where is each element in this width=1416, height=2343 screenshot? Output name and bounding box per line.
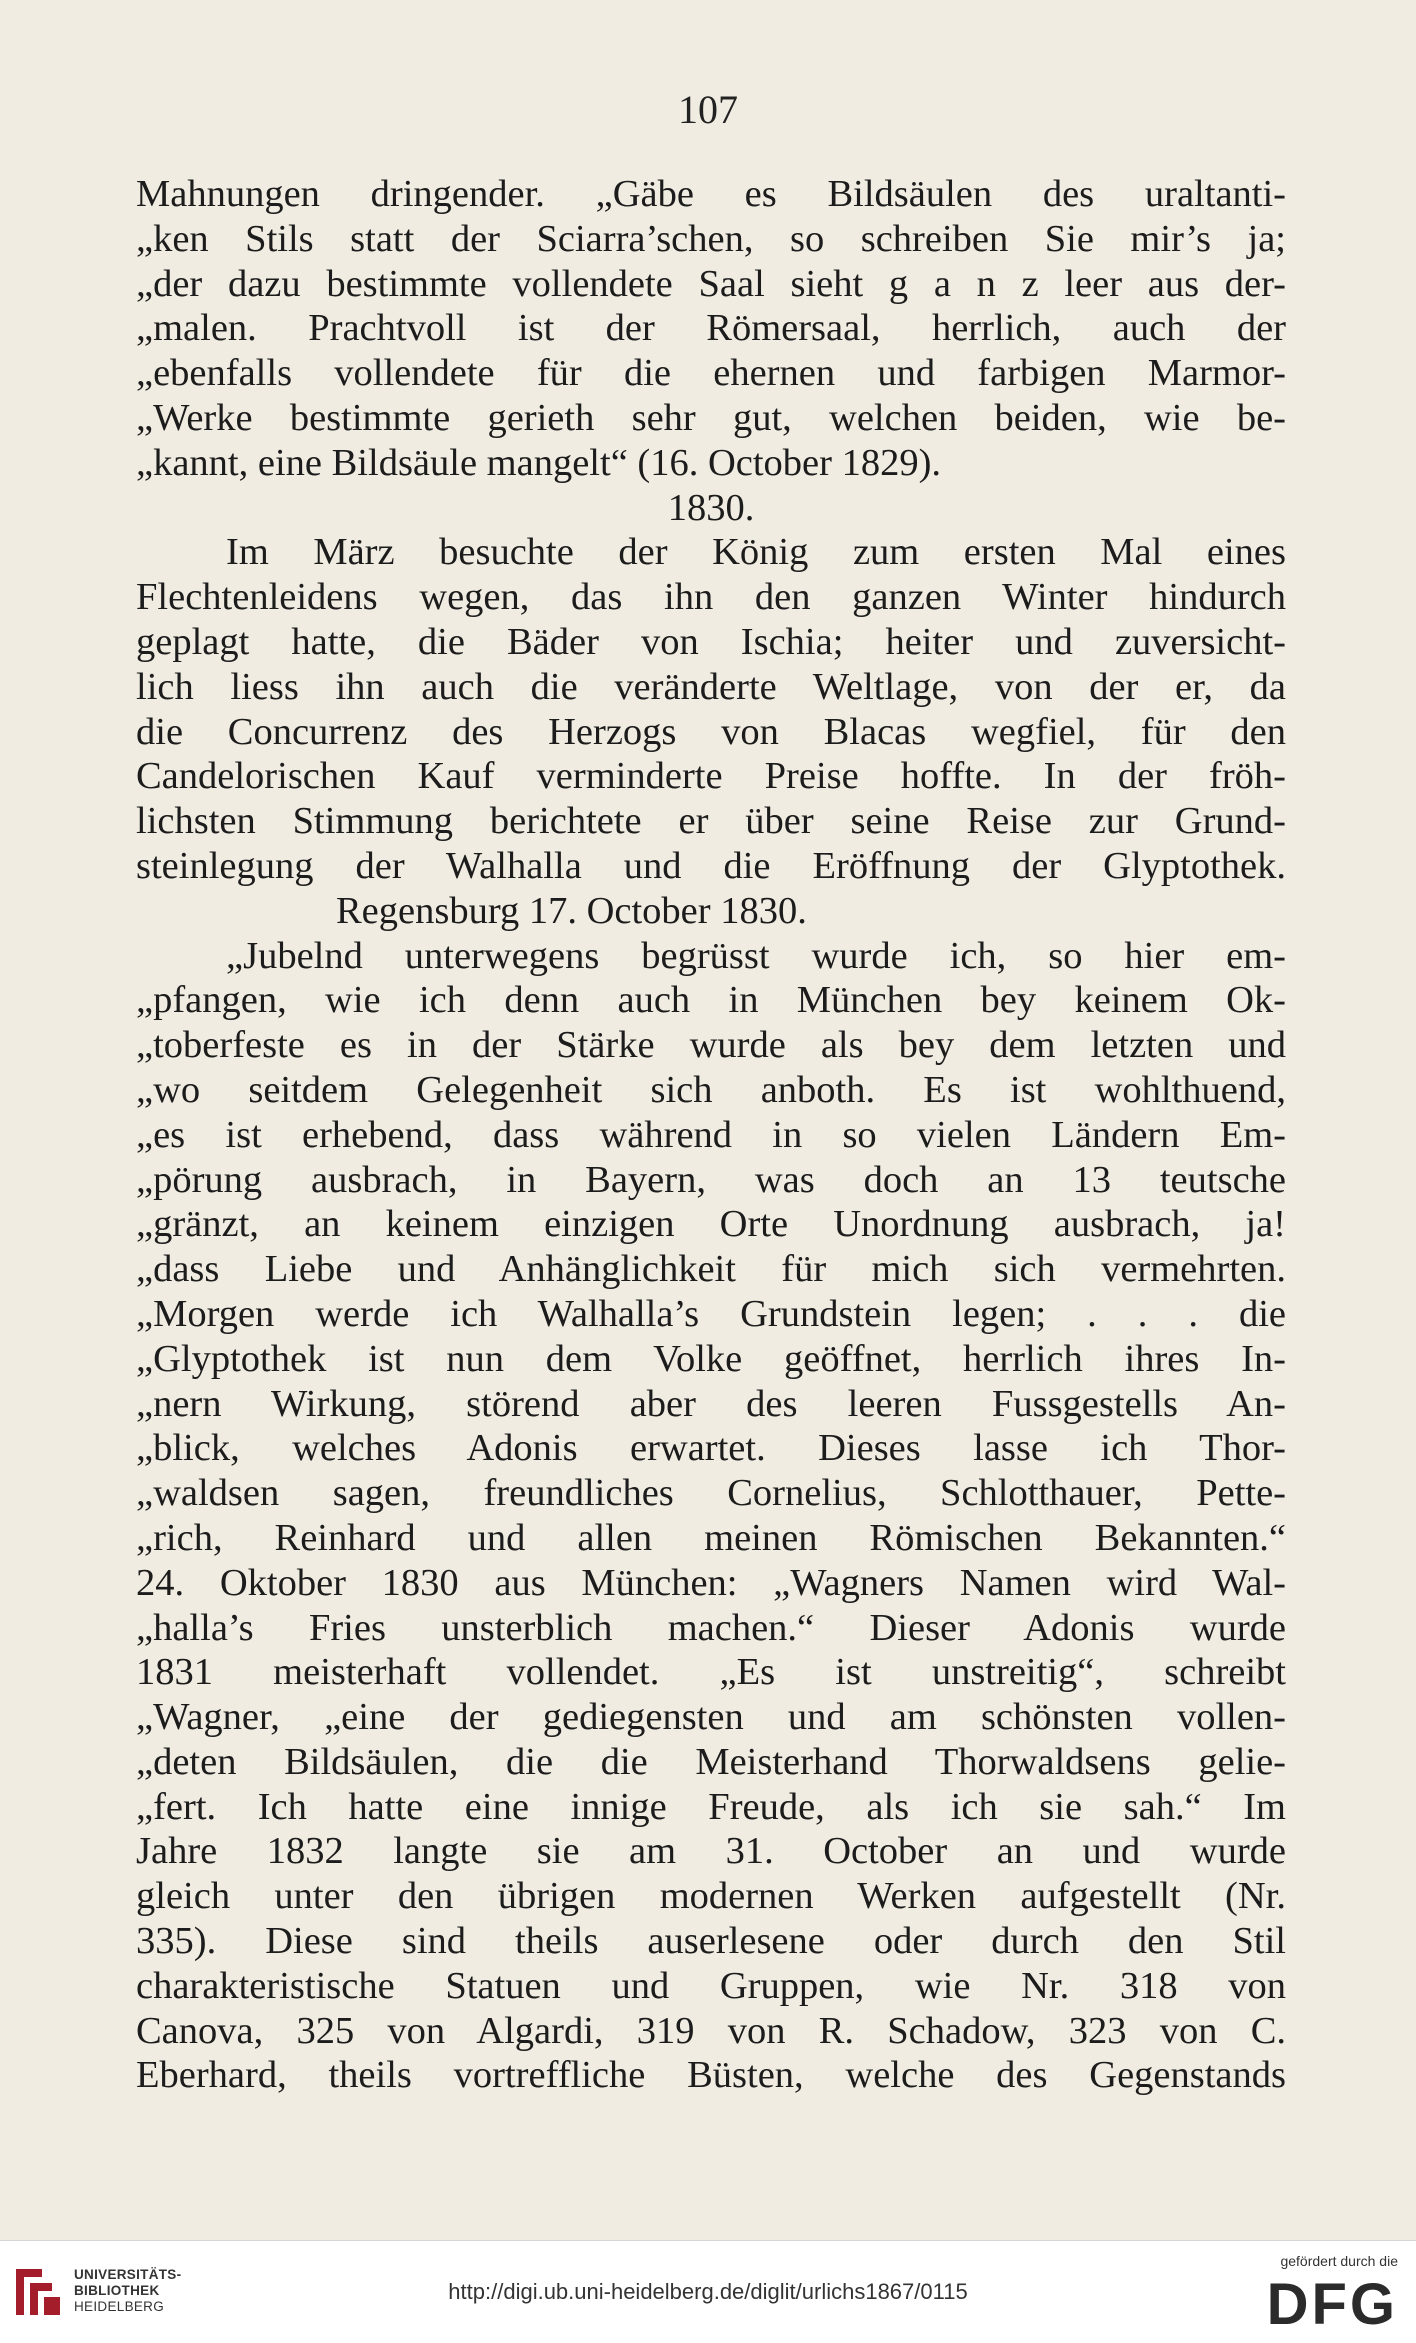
page-body-text <box>136 172 1286 2098</box>
text-line: 1831 meisterhaft vollendet. „Es ist unstreitig“, schreibt <box>136 1651 1286 1694</box>
text-line: „malen. Prachtvoll ist der Römersaal, herrlich, auch der <box>136 307 1286 350</box>
text-line: „waldsen sagen, freundliches Cornelius, Schlotthauer, Pette- <box>136 1472 1286 1515</box>
text-line: Flechtenleidens wegen, das ihn den ganzen Winter hindurch <box>136 576 1286 619</box>
permalink-url[interactable]: http://digi.ub.uni-heidelberg.de/diglit/urlichs1867/0115 <box>448 2279 968 2304</box>
funding-caption: gefördert durch die <box>1280 2253 1398 2269</box>
page-number: 107 <box>678 87 738 132</box>
text-line: „wo seitdem Gelegenheit sich anboth. Es ist wohlthuend, <box>136 1068 1286 1111</box>
text-line: lichsten Stimmung berichtete er über seine Reise zur Grund- <box>136 800 1286 843</box>
text-line: „ken Stils statt der Sciarra’schen, so schreiben Sie mir’s ja; <box>136 217 1286 260</box>
text-line: „Glyptothek ist nun dem Volke geöffnet, herrlich ihres In- <box>136 1337 1286 1380</box>
text-line: die Concurrenz des Herzogs von Blacas wegfiel, für den <box>136 710 1286 753</box>
library-name-line-2: BIBLIOTHEK <box>74 2283 160 2298</box>
text-line: „deten Bildsäulen, die die Meisterhand Thorwaldsens gelie- <box>136 1740 1286 1783</box>
text-line: 1830. <box>667 486 755 529</box>
text-line: „fert. Ich hatte eine innige Freude, als ich sie sah.“ Im <box>136 1785 1286 1828</box>
text-line: Eberhard, theils vortreffliche Büsten, welche des Gegenstands <box>136 2054 1286 2097</box>
text-line: gleich unter den übrigen modernen Werken aufgestellt (Nr. <box>136 1875 1286 1918</box>
library-name-line-1: UNIVERSITÄTS- <box>74 2267 182 2282</box>
text-line: „Werke bestimmte gerieth sehr gut, welchen beiden, wie be- <box>136 396 1286 439</box>
text-line: „ebenfalls vollendete für die ehernen und farbigen Marmor- <box>136 352 1286 395</box>
text-line: „pörung ausbrach, in Bayern, was doch an 13 teutsche <box>136 1158 1286 1201</box>
text-line: charakteristische Statuen und Gruppen, wie Nr. 318 von <box>136 1964 1286 2007</box>
text-line: Regensburg 17. October 1830. <box>336 889 807 932</box>
dfg-logo: DFG <box>1266 2272 1398 2337</box>
text-line: „pfangen, wie ich denn auch in München bey keinem Ok- <box>136 979 1286 1022</box>
text-line: Im März besuchte der König zum ersten Mal eines <box>226 531 1286 574</box>
text-line: „Morgen werde ich Walhalla’s Grundstein legen; . . . die <box>136 1292 1286 1335</box>
text-line: lich liess ihn auch die veränderte Weltlage, von der er, da <box>136 665 1286 708</box>
text-line: „dass Liebe und Anhänglichkeit für mich sich vermehrten. <box>136 1248 1286 1291</box>
text-line: „Wagner, „eine der gediegensten und am schönsten vollen- <box>136 1696 1286 1739</box>
text-line: „halla’s Fries unsterblich machen.“ Dieser Adonis wurde <box>136 1606 1286 1649</box>
library-name-line-3: HEIDELBERG <box>74 2299 165 2314</box>
text-line: „es ist erhebend, dass während in so vielen Ländern Em- <box>136 1113 1286 1156</box>
text-line: 24. Oktober 1830 aus München: „Wagners Namen wird Wal- <box>136 1561 1286 1604</box>
text-line: „Jubelnd unterwegens begrüsst wurde ich, so hier em- <box>226 934 1286 977</box>
text-line: geplagt hatte, die Bäder von Ischia; heiter und zuversicht- <box>136 620 1286 663</box>
text-line: „blick, welches Adonis erwartet. Dieses lasse ich Thor- <box>136 1427 1286 1470</box>
text-line: Mahnungen dringender. „Gäbe es Bildsäulen des uraltanti- <box>136 173 1286 215</box>
text-line: „gränzt, an keinem einzigen Orte Unordnung ausbrach, ja! <box>136 1203 1286 1246</box>
text-line: Jahre 1832 langte sie am 31. October an und wurde <box>136 1830 1286 1873</box>
text-line: „rich, Reinhard und allen meinen Römischen Bekannten.“ <box>136 1516 1286 1559</box>
text-line: „der dazu bestimmte vollendete Saal sieht g a n z leer aus der- <box>136 262 1286 305</box>
text-line: steinlegung der Walhalla und die Eröffnung der Glyptothek. <box>136 844 1286 887</box>
viewer-footer <box>0 2240 1416 2343</box>
text-line: „toberfeste es in der Stärke wurde als bey dem letzten und <box>136 1024 1286 1067</box>
text-line: „kannt, eine Bildsäule mangelt“ (16. October 1829). <box>136 441 942 484</box>
text-line: „nern Wirkung, störend aber des leeren Fussgestells An- <box>136 1382 1286 1425</box>
text-line: 335). Diese sind theils auserlesene oder durch den Stil <box>136 1920 1286 1963</box>
text-line: Candelorischen Kauf verminderte Preise hoffte. In der fröh- <box>136 755 1286 798</box>
text-line: Canova, 325 von Algardi, 319 von R. Schadow, 323 von C. <box>136 2009 1286 2052</box>
